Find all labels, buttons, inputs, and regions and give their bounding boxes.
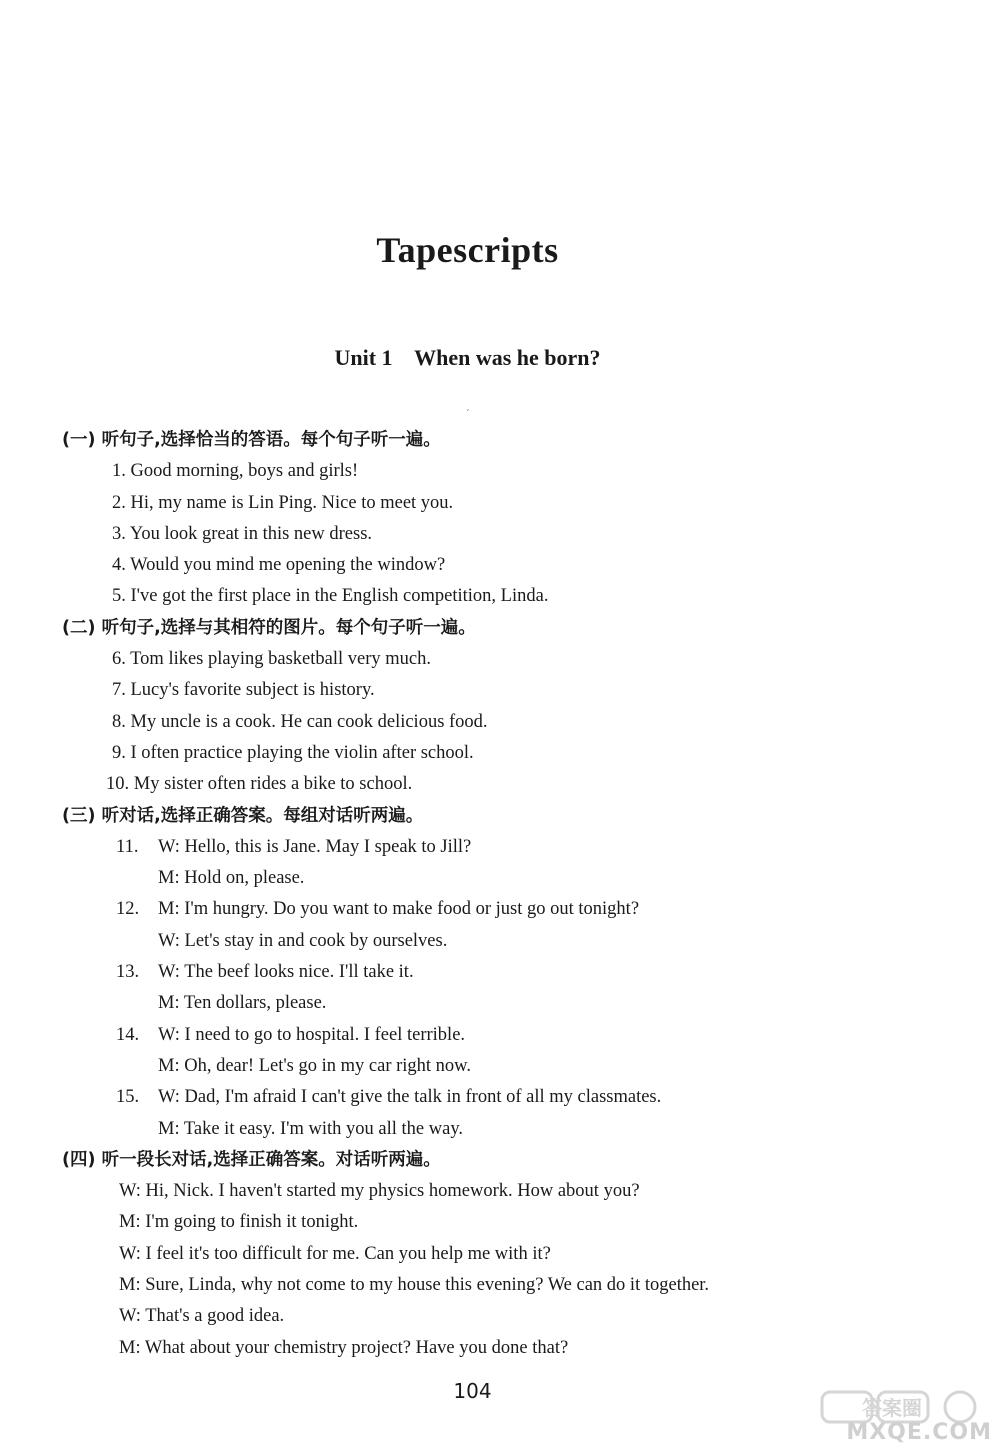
tapescript-content [62,425,942,1364]
dialogue-line: M: What about your chemistry project? Have you done that? [119,1337,569,1358]
dialogue-text: W: Hello, this is Jane. May I speak to Jill? [158,836,472,857]
list-item: 3. You look great in this new dress. [112,523,373,544]
dialogue-text: M: I'm hungry. Do you want to make food or just go out tonight? [158,899,640,920]
watermark-site-text: MXQE.COM [846,1420,992,1445]
list-item: 6. Tom likes playing basketball very much. [112,649,431,670]
dialogue-number: 11. [116,836,139,857]
stray-mark: ˊ [466,408,470,420]
dialogue-line: M: Ten dollars, please. [158,993,327,1014]
dialogue-number: 14. [116,1024,140,1045]
dialogue-line: W: Hi, Nick. I haven't started my physics homework. How about you? [119,1181,640,1202]
dialogue-line: M: Oh, dear! Let's go in my car right now. [158,1055,471,1076]
list-item: 10. My sister often rides a bike to school. [106,774,413,795]
dialogue-text: W: The beef looks nice. I'll take it. [158,962,414,983]
dialogue-line [62,1082,942,1113]
dialogue-line [62,1020,942,1051]
dialogue-number: 15. [116,1087,140,1108]
watermark [792,1390,992,1448]
list-item: 4. Would you mind me opening the window? [112,555,446,576]
list-item: 9. I often practice playing the violin after school. [112,742,474,763]
page-title: Tapescripts [376,230,559,270]
section-heading: (四) 听一段长对话,选择正确答案。对话听两遍。 [62,1149,441,1170]
list-item: 1. Good morning, boys and girls! [112,461,359,482]
dialogue-line [62,957,942,988]
list-item: 8. My uncle is a cook. He can cook delicious food. [112,711,488,732]
list-item: 2. Hi, my name is Lin Ping. Nice to meet you. [112,492,454,513]
dialogue-line: M: I'm going to finish it tonight. [119,1212,359,1233]
watermark-logo-icon [792,1390,992,1424]
section-heading: (二) 听句子,选择与其相符的图片。每个句子听一遍。 [62,617,476,638]
dialogue-text: W: Dad, I'm afraid I can't give the talk in front of all my classmates. [158,1087,662,1108]
dialogue-text: W: I need to go to hospital. I feel terrible. [158,1024,466,1045]
dialogue-line [62,832,942,863]
section-heading: (一) 听句子,选择恰当的答语。每个句子听一遍。 [62,430,441,450]
dialogue-line: M: Take it easy. I'm with you all the way. [158,1118,463,1139]
list-item: 7. Lucy's favorite subject is history. [112,680,375,701]
dialogue-number: 13. [116,962,140,983]
dialogue-line: M: Sure, Linda, why not come to my house this evening? We can do it together. [119,1275,710,1296]
unit-title: Unit 1 When was he born? [334,345,601,370]
list-item: 5. I've got the first place in the English competition, Linda. [112,586,549,607]
dialogue-line [62,894,942,925]
dialogue-number: 12. [116,899,140,920]
dialogue-line: W: Let's stay in and cook by ourselves. [158,930,448,951]
section-heading: (三) 听对话,选择正确答案。每组对话听两遍。 [62,805,424,826]
dialogue-line: M: Hold on, please. [158,868,305,889]
page-number: 104 [453,1379,492,1403]
dialogue-line: W: That's a good idea. [119,1306,285,1327]
dialogue-line: W: I feel it's too difficult for me. Can you help me with it? [119,1243,551,1264]
watermark-logo-text: 答案圈 [862,1396,922,1420]
